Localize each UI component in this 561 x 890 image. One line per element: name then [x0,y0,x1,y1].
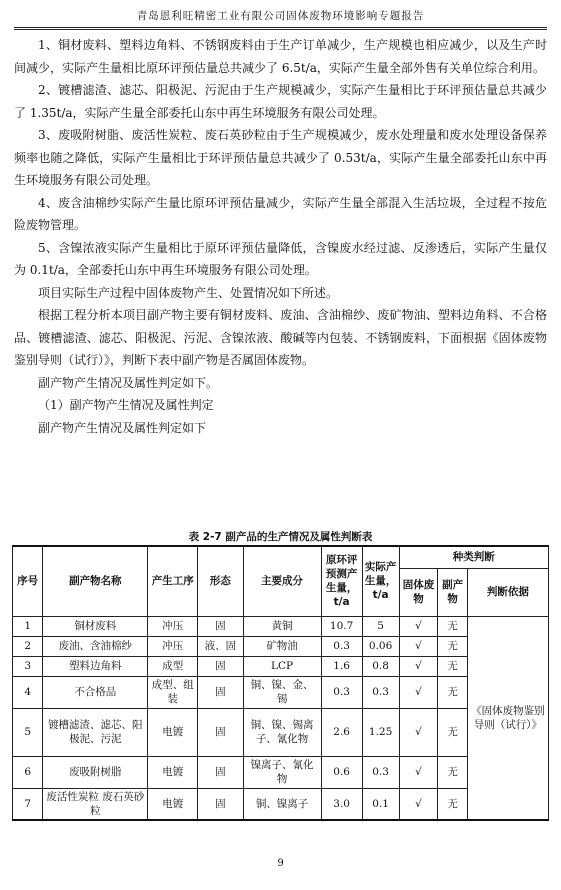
cell-process: 电镀 [148,708,198,756]
cell-solid-waste: √ [399,708,438,756]
cell-actual: 5 [362,616,399,636]
cell-actual: 0.3 [362,676,399,708]
cell-byproduct: 无 [438,616,467,636]
cell-process: 电镀 [148,756,198,788]
paragraph-1: 1、铜材废料、塑料边角料、不锈钢废料由于生产订单减少，生产规模也相应减少，以及生产时间减少，实际产生量相比原环评预估量总共减少了 6.5t/a，实际产生量全部外售有关单位综合利用。 [14,38,547,75]
byproduct-table [12,545,549,821]
cell-process: 冲压 [148,616,198,636]
header-form: 形态 [198,546,243,616]
paragraph-4: 4、废含油棉纱实际产生量比原环评预估量减少，实际产生量全部混入生活垃圾，全过程不按危险废物管理。 [14,195,547,232]
cell-estimated: 0.3 [321,636,362,656]
cell-name: 废吸附树脂 [43,756,148,788]
paragraph-2: 2、镀槽滤渣、滤芯、阳极泥、污泥由于生产规模减少，实际产生量相比于环评预估量总共减少了 1.35t/a，实际产生量全部委托山东中再生环境服务有限公司处理。 [14,83,547,120]
cell-estimated: 1.6 [321,656,362,676]
header-component: 主要成分 [243,546,321,616]
paragraph-6: 项目实际生产过程中固体废物产生、处置情况如下所述。 [38,285,339,300]
header-title: 青岛恩利旺精密工业有限公司固体废物环境影响专题报告 [136,10,425,22]
cell-estimated: 3.0 [321,788,362,820]
cell-basis: 《固体废物鉴别导则（试行）》 [467,616,548,820]
paragraph-7: 根据工程分析本项目副产物主要有铜材废料、废油、含油棉纱、废矿物油、塑料边角料、不合格品、镀槽滤渣、滤芯、阳极泥、污泥、含镍浓液、酸碱等内包装、不锈钢废料，下面根据《固体废物鉴别导则（试行）》，判断下表中副产物是否属固体废物。 [14,308,547,367]
paragraph-9: （1）副产物产生情况及属性判定 [38,398,214,412]
cell-form: 固 [198,676,243,708]
cell-form: 固 [198,708,243,756]
header-process: 产生工序 [148,546,198,616]
cell-no: 3 [13,656,43,676]
cell-byproduct: 无 [438,676,467,708]
cell-no: 4 [13,676,43,708]
cell-byproduct: 无 [438,788,467,820]
cell-no: 5 [13,708,43,756]
cell-process: 成型 [148,656,198,676]
cell-solid-waste: √ [399,656,438,676]
cell-name: 铜材废料 [43,616,148,636]
cell-estimated: 2.6 [321,708,362,756]
header-basis: 判断依据 [467,568,548,616]
cell-actual: 0.1 [362,788,399,820]
cell-actual: 0.06 [362,636,399,656]
cell-solid-waste: √ [399,756,438,788]
paragraph-5: 5、含镍浓液实际产生量相比于原环评预估量降低，含镍废水经过滤、反渗透后，实际产生量仅为 0.1t/a，全部委托山东中再生环境服务有限公司处理。 [14,240,547,277]
cell-name: 塑料边角料 [43,656,148,676]
cell-no: 6 [13,756,43,788]
cell-byproduct: 无 [438,708,467,756]
cell-estimated: 10.7 [321,616,362,636]
cell-component: 镍离子、氰化物 [243,756,321,788]
cell-form: 固 [198,616,243,636]
paragraph-3: 3、废吸附树脂、废活性炭粒、废石英砂粒由于生产规模减少，废水处理量和废水处理设备保养频率也随之降低，实际产生量相比于环评预估量总共减少了 0.53t/a，实际产生量全部委托山东中再生环境服务有限公司处理。 [14,128,547,187]
header-name: 副产物名称 [43,546,148,616]
cell-name: 废油、含油棉纱 [43,636,148,656]
cell-name: 废活性炭粒 废石英砂粒 [43,788,148,820]
paragraph-8: 副产物产生情况及属性判定如下。 [38,375,219,390]
header-byproduct: 副产物 [438,568,467,616]
header-actual: 实际产生量，t/a [362,546,399,616]
cell-solid-waste: √ [399,788,438,820]
cell-no: 1 [13,616,43,636]
cell-byproduct: 无 [438,636,467,656]
cell-estimated: 0.3 [321,676,362,708]
cell-no: 2 [13,636,43,656]
table-row [13,616,549,636]
cell-solid-waste: √ [399,616,438,636]
cell-form: 固 [198,756,243,788]
header-estimated: 原环评预测产生量，t/a [321,546,362,616]
cell-form: 液、固 [198,636,243,656]
cell-component: 铜、镍、锡离子、氰化物 [243,708,321,756]
cell-solid-waste: √ [399,636,438,656]
cell-name: 不合格品 [43,676,148,708]
header-no: 序号 [13,546,43,616]
page-header [14,8,547,28]
cell-process: 电镀 [148,788,198,820]
cell-component: 铜、镍离子 [243,788,321,820]
cell-component: 铜、镍、金、锡 [243,676,321,708]
header-type-group: 种类判断 [399,546,549,568]
cell-process: 成型、组装 [148,676,198,708]
cell-byproduct: 无 [438,756,467,788]
cell-component: 矿物油 [243,636,321,656]
cell-form: 固 [198,656,243,676]
cell-estimated: 0.6 [321,756,362,788]
header-solid-waste: 固体废物 [399,568,438,616]
cell-actual: 0.8 [362,656,399,676]
cell-process: 冲压 [148,636,198,656]
cell-byproduct: 无 [438,656,467,676]
paragraph-10: 副产物产生情况及属性判定如下 [38,420,207,435]
table-caption: 表 2-7 副产品的生产情况及属性判断表 [188,531,373,543]
cell-component: LCP [243,656,321,676]
cell-component: 黄铜 [243,616,321,636]
cell-form: 固 [198,788,243,820]
page-number: 9 [277,858,284,869]
cell-actual: 0.3 [362,756,399,788]
cell-no: 7 [13,788,43,820]
body-text [14,34,547,439]
cell-solid-waste: √ [399,676,438,708]
cell-name: 镀槽滤渣、滤芯、阳极泥、污泥 [43,708,148,756]
cell-actual: 1.25 [362,708,399,756]
